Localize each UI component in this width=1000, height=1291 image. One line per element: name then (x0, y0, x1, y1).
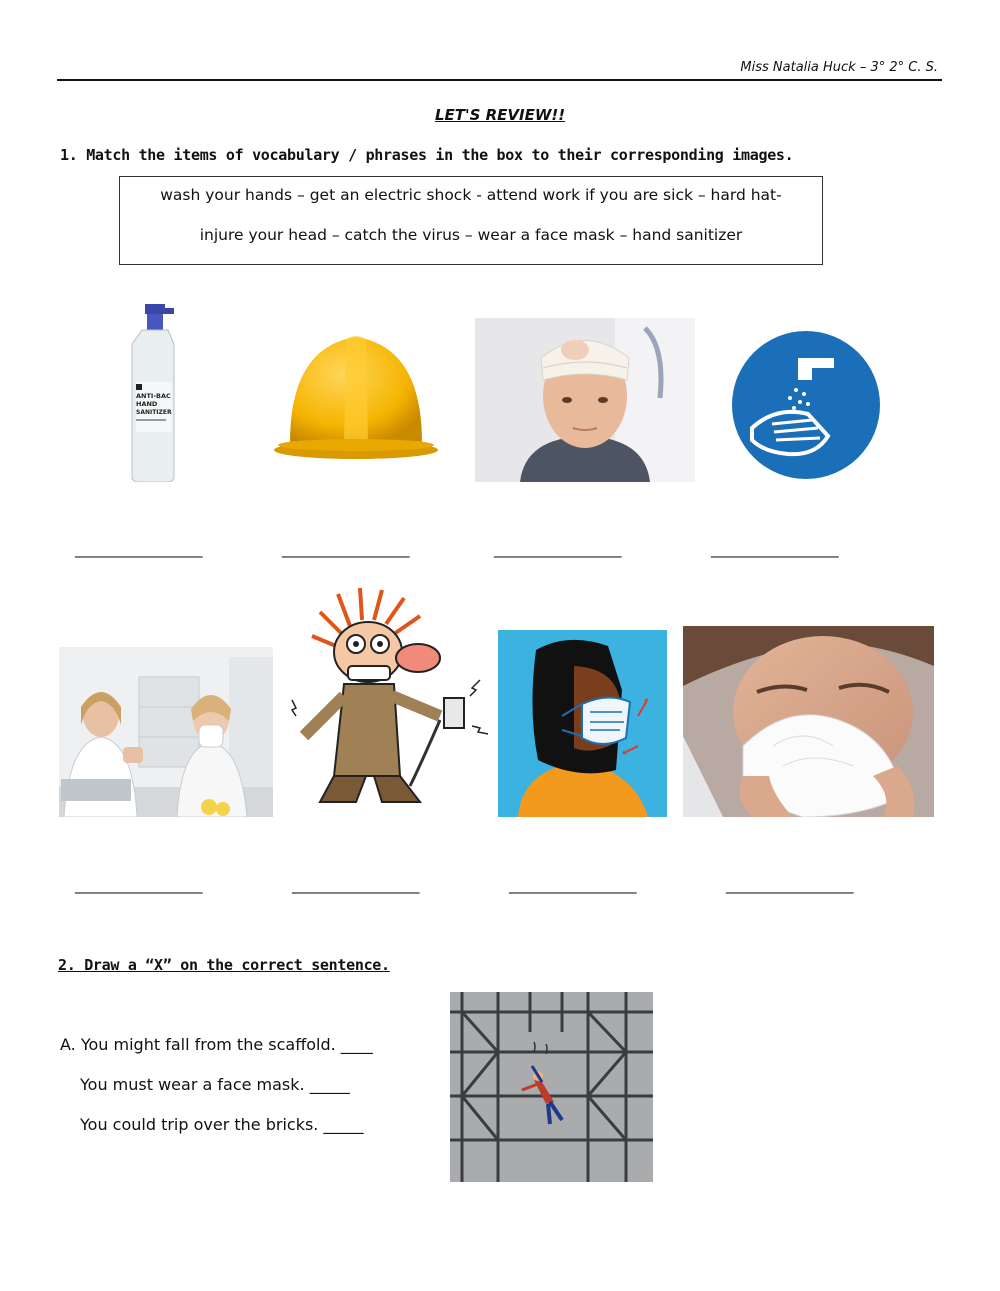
vocabulary-box (119, 176, 823, 265)
face-mask-image (498, 630, 667, 817)
answer-blank-7[interactable]: _________________ (509, 876, 637, 894)
electric-shock-cartoon-image (290, 586, 490, 808)
sneezing-image (683, 626, 934, 817)
answer-blank-3[interactable]: _________________ (494, 540, 622, 558)
page-title: LET'S REVIEW!! (434, 106, 566, 124)
wash-hands-sign-image (716, 328, 896, 482)
svg-text:HAND: HAND (136, 400, 158, 408)
vocabulary-line-1: wash your hands – get an electric shock - attend work if you are sick – hard hat- (160, 186, 782, 204)
svg-text:ANTI-BAC: ANTI-BAC (136, 392, 171, 400)
answer-blank-1[interactable]: _________________ (75, 540, 203, 558)
sentence-a[interactable]: A. You might fall from the scaffold. ____ (60, 1035, 373, 1054)
sanitizer-bottle-image (128, 304, 180, 482)
teacher-header: Miss Natalia Huck – 3° 2° C. S. (740, 60, 938, 75)
sick-at-work-image (59, 647, 273, 817)
head-bandage-image (475, 318, 695, 482)
sentence-c[interactable]: You could trip over the bricks. _____ (80, 1115, 364, 1134)
scaffold-fall-image (450, 992, 653, 1182)
vocabulary-line-2: injure your head – catch the virus – wear a face mask – hand sanitizer (199, 226, 743, 244)
header-divider (57, 79, 942, 81)
svg-text:SANITIZER: SANITIZER (136, 409, 172, 416)
sentence-b[interactable]: You must wear a face mask. _____ (80, 1075, 350, 1094)
question-2-prompt: 2. Draw a “X” on the correct sentence. (58, 956, 390, 974)
hard-hat-image (272, 325, 440, 460)
answer-blank-8[interactable]: _________________ (726, 876, 854, 894)
question-1-prompt: 1. Match the items of vocabulary / phrases in the box to their corresponding images. (60, 146, 794, 164)
answer-blank-6[interactable]: _________________ (292, 876, 420, 894)
answer-blank-5[interactable]: _________________ (75, 876, 203, 894)
answer-blank-4[interactable]: _________________ (711, 540, 839, 558)
answer-blank-2[interactable]: _________________ (282, 540, 410, 558)
